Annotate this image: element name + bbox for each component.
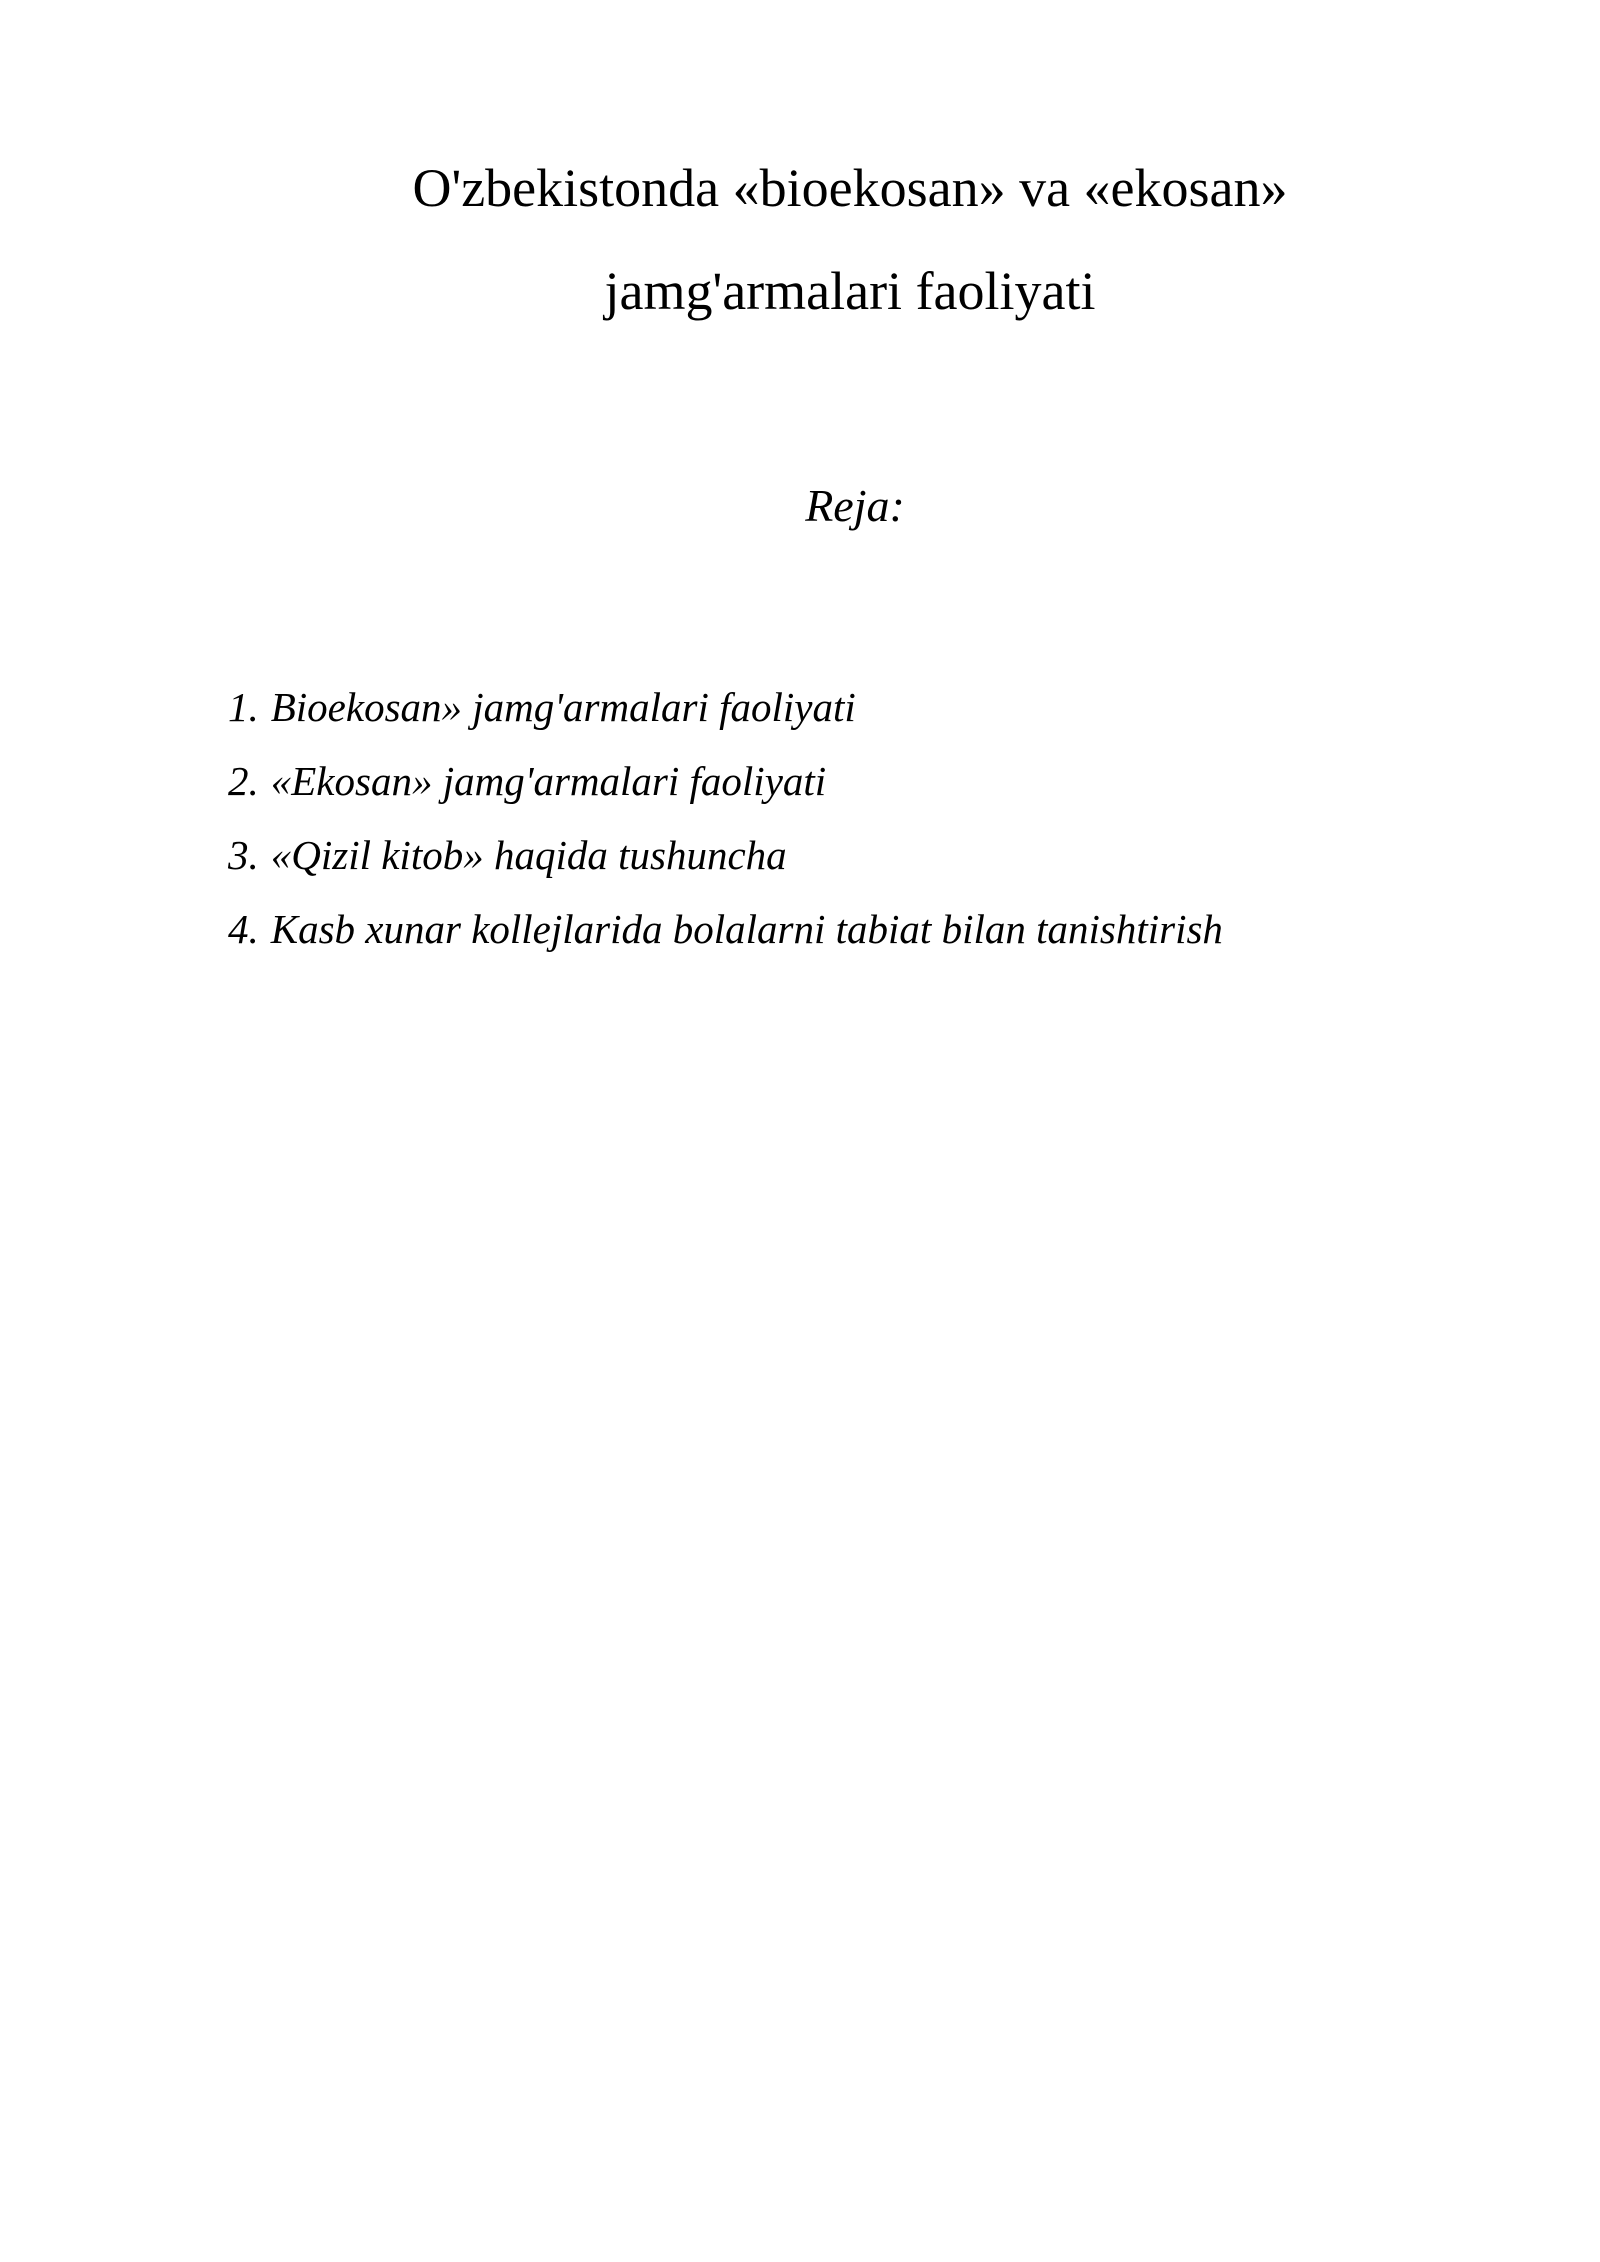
plan-list <box>228 682 1223 978</box>
plan-item-number: 2. <box>228 758 259 804</box>
plan-item <box>228 756 1223 830</box>
plan-item-number: 1. <box>228 684 259 730</box>
plan-item <box>228 682 1223 756</box>
plan-item-text: «Ekosan» jamg'armalari faoliyati <box>270 758 827 804</box>
plan-item-number: 3. <box>228 832 259 878</box>
plan-item-text: Kasb xunar kollejlarida bolalarni tabiat bilan tanishtirish <box>270 906 1223 952</box>
plan-item <box>228 904 1223 978</box>
plan-heading: Reja: <box>805 480 905 531</box>
document-title-line-2: jamg'armalari faoliyati <box>604 261 1096 321</box>
plan-item <box>228 830 1223 904</box>
document-title-line-1: O'zbekistonda «bioekosan» va «ekosan» <box>412 158 1288 218</box>
plan-item-text: Bioekosan» jamg'armalari faoliyati <box>270 684 856 730</box>
plan-item-number: 4. <box>228 906 259 952</box>
plan-item-text: «Qizil kitob» haqida tushuncha <box>270 832 787 878</box>
